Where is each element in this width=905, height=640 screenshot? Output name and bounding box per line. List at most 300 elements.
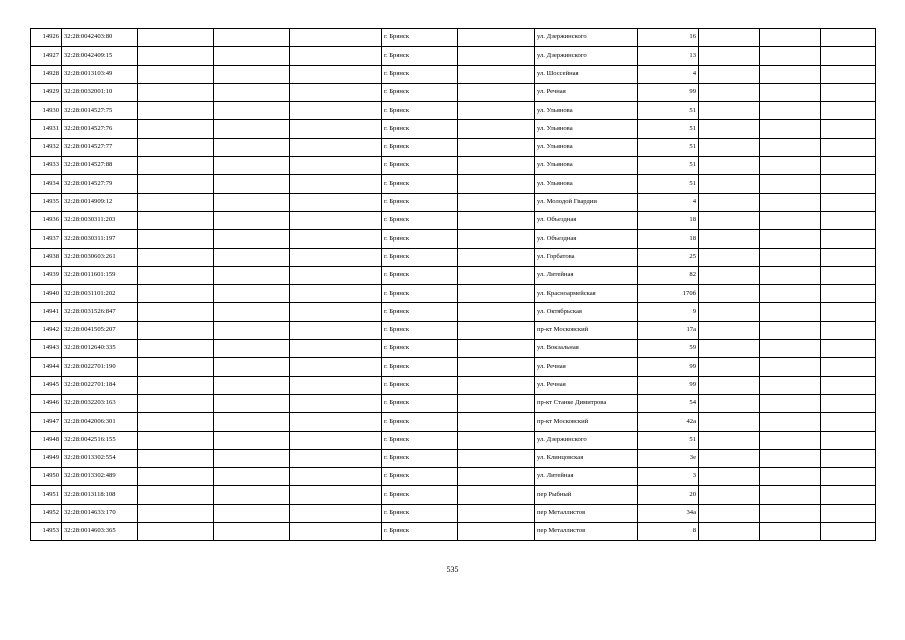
empty-cell xyxy=(699,65,760,83)
registry-table-body xyxy=(31,29,876,541)
empty-cell xyxy=(458,394,535,412)
street-cell: ул. Ульянова xyxy=(535,102,638,120)
empty-cell xyxy=(821,449,876,467)
empty-cell xyxy=(138,321,214,339)
empty-cell xyxy=(699,83,760,101)
empty-cell xyxy=(214,504,290,522)
row-number-cell: 14953 xyxy=(31,523,62,541)
street-cell: ул. Объездная xyxy=(535,230,638,248)
city-cell: г. Брянск xyxy=(382,102,458,120)
street-cell: пер Рыбный xyxy=(535,486,638,504)
empty-cell xyxy=(214,175,290,193)
city-cell: г. Брянск xyxy=(382,65,458,83)
cadastral-number-cell: 32:28:0013118:108 xyxy=(62,486,138,504)
house-number-cell: 3 xyxy=(638,468,699,486)
empty-cell xyxy=(290,285,382,303)
cadastral-number-cell: 32:28:0031101:202 xyxy=(62,285,138,303)
row-number-cell: 14927 xyxy=(31,47,62,65)
table-row xyxy=(31,230,876,248)
empty-cell xyxy=(458,358,535,376)
empty-cell xyxy=(138,523,214,541)
street-cell: ул. Красноармейская xyxy=(535,285,638,303)
empty-cell xyxy=(760,175,821,193)
empty-cell xyxy=(214,102,290,120)
empty-cell xyxy=(821,523,876,541)
empty-cell xyxy=(699,285,760,303)
empty-cell xyxy=(699,193,760,211)
street-cell: пер Металлистов xyxy=(535,523,638,541)
table-row xyxy=(31,431,876,449)
house-number-cell: 51 xyxy=(638,120,699,138)
empty-cell xyxy=(290,266,382,284)
empty-cell xyxy=(290,47,382,65)
empty-cell xyxy=(821,431,876,449)
empty-cell xyxy=(699,376,760,394)
empty-cell xyxy=(699,102,760,120)
empty-cell xyxy=(138,394,214,412)
empty-cell xyxy=(699,340,760,358)
row-number-cell: 14950 xyxy=(31,468,62,486)
empty-cell xyxy=(214,29,290,47)
empty-cell xyxy=(760,468,821,486)
empty-cell xyxy=(138,303,214,321)
street-cell: пр-кт Станке Димитрова xyxy=(535,394,638,412)
city-cell: г. Брянск xyxy=(382,413,458,431)
street-cell: ул. Литейная xyxy=(535,266,638,284)
empty-cell xyxy=(760,29,821,47)
empty-cell xyxy=(760,47,821,65)
table-row xyxy=(31,193,876,211)
street-cell: ул. Молодой Гвардии xyxy=(535,193,638,211)
empty-cell xyxy=(290,65,382,83)
empty-cell xyxy=(760,449,821,467)
empty-cell xyxy=(458,504,535,522)
street-cell: ул. Дзержинского xyxy=(535,29,638,47)
empty-cell xyxy=(290,248,382,266)
table-row xyxy=(31,138,876,156)
empty-cell xyxy=(760,431,821,449)
empty-cell xyxy=(214,394,290,412)
table-row xyxy=(31,83,876,101)
empty-cell xyxy=(138,211,214,229)
empty-cell xyxy=(821,193,876,211)
empty-cell xyxy=(821,321,876,339)
cadastral-number-cell: 32:28:0013302:554 xyxy=(62,449,138,467)
house-number-cell: 4 xyxy=(638,65,699,83)
row-number-cell: 14929 xyxy=(31,83,62,101)
empty-cell xyxy=(214,376,290,394)
empty-cell xyxy=(699,47,760,65)
empty-cell xyxy=(458,285,535,303)
empty-cell xyxy=(214,413,290,431)
street-cell: ул. Ульянова xyxy=(535,157,638,175)
row-number-cell: 14947 xyxy=(31,413,62,431)
table-row xyxy=(31,47,876,65)
empty-cell xyxy=(699,266,760,284)
city-cell: г. Брянск xyxy=(382,431,458,449)
street-cell: ул. Дзержинского xyxy=(535,47,638,65)
empty-cell xyxy=(214,523,290,541)
city-cell: г. Брянск xyxy=(382,193,458,211)
empty-cell xyxy=(214,486,290,504)
empty-cell xyxy=(214,47,290,65)
empty-cell xyxy=(458,138,535,156)
empty-cell xyxy=(821,376,876,394)
empty-cell xyxy=(290,449,382,467)
empty-cell xyxy=(760,65,821,83)
empty-cell xyxy=(760,303,821,321)
empty-cell xyxy=(821,230,876,248)
city-cell: г. Брянск xyxy=(382,266,458,284)
row-number-cell: 14933 xyxy=(31,157,62,175)
table-row xyxy=(31,266,876,284)
row-number-cell: 14926 xyxy=(31,29,62,47)
table-row xyxy=(31,321,876,339)
empty-cell xyxy=(138,230,214,248)
empty-cell xyxy=(760,486,821,504)
empty-cell xyxy=(760,102,821,120)
street-cell: пер Металлистов xyxy=(535,504,638,522)
empty-cell xyxy=(699,120,760,138)
table-row xyxy=(31,285,876,303)
street-cell: ул. Ульянова xyxy=(535,175,638,193)
table-row xyxy=(31,523,876,541)
empty-cell xyxy=(138,266,214,284)
empty-cell xyxy=(290,303,382,321)
row-number-cell: 14936 xyxy=(31,211,62,229)
empty-cell xyxy=(138,358,214,376)
empty-cell xyxy=(458,468,535,486)
cadastral-number-cell: 32:28:0030311:203 xyxy=(62,211,138,229)
cadastral-number-cell: 32:28:0014527:88 xyxy=(62,157,138,175)
cadastral-number-cell: 32:28:0030311:197 xyxy=(62,230,138,248)
empty-cell xyxy=(290,431,382,449)
empty-cell xyxy=(138,65,214,83)
empty-cell xyxy=(458,29,535,47)
empty-cell xyxy=(214,248,290,266)
row-number-cell: 14940 xyxy=(31,285,62,303)
house-number-cell: 82 xyxy=(638,266,699,284)
empty-cell xyxy=(458,211,535,229)
table-row xyxy=(31,29,876,47)
street-cell: ул. Дзержинского xyxy=(535,431,638,449)
empty-cell xyxy=(699,449,760,467)
row-number-cell: 14946 xyxy=(31,394,62,412)
empty-cell xyxy=(821,394,876,412)
empty-cell xyxy=(699,358,760,376)
empty-cell xyxy=(458,303,535,321)
empty-cell xyxy=(699,29,760,47)
row-number-cell: 14932 xyxy=(31,138,62,156)
house-number-cell: 18 xyxy=(638,211,699,229)
cadastral-number-cell: 32:28:0014527:76 xyxy=(62,120,138,138)
house-number-cell: 51 xyxy=(638,157,699,175)
empty-cell xyxy=(821,157,876,175)
empty-cell xyxy=(821,468,876,486)
row-number-cell: 14937 xyxy=(31,230,62,248)
cadastral-number-cell: 32:28:0042006:301 xyxy=(62,413,138,431)
city-cell: г. Брянск xyxy=(382,340,458,358)
empty-cell xyxy=(290,523,382,541)
empty-cell xyxy=(458,193,535,211)
street-cell: ул. Ульянова xyxy=(535,138,638,156)
empty-cell xyxy=(214,340,290,358)
house-number-cell: 42а xyxy=(638,413,699,431)
empty-cell xyxy=(821,358,876,376)
empty-cell xyxy=(760,413,821,431)
empty-cell xyxy=(214,449,290,467)
cadastral-number-cell: 32:28:0014603:365 xyxy=(62,523,138,541)
empty-cell xyxy=(214,120,290,138)
row-number-cell: 14928 xyxy=(31,65,62,83)
house-number-cell: 99 xyxy=(638,358,699,376)
empty-cell xyxy=(699,211,760,229)
empty-cell xyxy=(214,358,290,376)
empty-cell xyxy=(290,83,382,101)
empty-cell xyxy=(138,504,214,522)
empty-cell xyxy=(760,285,821,303)
empty-cell xyxy=(290,486,382,504)
empty-cell xyxy=(138,120,214,138)
page-number: 535 xyxy=(446,565,459,574)
street-cell: ул. Горбатова xyxy=(535,248,638,266)
street-cell: ул. Клинцовская xyxy=(535,449,638,467)
empty-cell xyxy=(699,157,760,175)
city-cell: г. Брянск xyxy=(382,486,458,504)
empty-cell xyxy=(138,83,214,101)
street-cell: пр-кт Московский xyxy=(535,413,638,431)
empty-cell xyxy=(458,120,535,138)
empty-cell xyxy=(214,230,290,248)
empty-cell xyxy=(821,102,876,120)
empty-cell xyxy=(760,358,821,376)
street-cell: пр-кт Московский xyxy=(535,321,638,339)
house-number-cell: 51 xyxy=(638,138,699,156)
cadastral-number-cell: 32:28:0031526:847 xyxy=(62,303,138,321)
empty-cell xyxy=(138,468,214,486)
house-number-cell: 13 xyxy=(638,47,699,65)
house-number-cell: 99 xyxy=(638,83,699,101)
city-cell: г. Брянск xyxy=(382,248,458,266)
empty-cell xyxy=(138,413,214,431)
table-row xyxy=(31,449,876,467)
row-number-cell: 14938 xyxy=(31,248,62,266)
cadastral-number-cell: 32:28:0011601:159 xyxy=(62,266,138,284)
empty-cell xyxy=(290,468,382,486)
empty-cell xyxy=(214,211,290,229)
empty-cell xyxy=(290,29,382,47)
empty-cell xyxy=(138,102,214,120)
city-cell: г. Брянск xyxy=(382,321,458,339)
house-number-cell: 9 xyxy=(638,303,699,321)
street-cell: ул. Ульянова xyxy=(535,120,638,138)
house-number-cell: 3е xyxy=(638,449,699,467)
city-cell: г. Брянск xyxy=(382,449,458,467)
empty-cell xyxy=(290,340,382,358)
empty-cell xyxy=(458,266,535,284)
empty-cell xyxy=(458,47,535,65)
empty-cell xyxy=(290,321,382,339)
empty-cell xyxy=(821,285,876,303)
empty-cell xyxy=(138,157,214,175)
empty-cell xyxy=(821,65,876,83)
empty-cell xyxy=(214,266,290,284)
empty-cell xyxy=(138,175,214,193)
house-number-cell: 34а xyxy=(638,504,699,522)
empty-cell xyxy=(821,340,876,358)
table-row xyxy=(31,102,876,120)
house-number-cell: 54 xyxy=(638,394,699,412)
empty-cell xyxy=(760,138,821,156)
empty-cell xyxy=(760,230,821,248)
row-number-cell: 14948 xyxy=(31,431,62,449)
empty-cell xyxy=(290,211,382,229)
street-cell: ул. Литейная xyxy=(535,468,638,486)
cadastral-number-cell: 32:28:0022701:184 xyxy=(62,376,138,394)
empty-cell xyxy=(760,211,821,229)
cadastral-number-cell: 32:28:0030603:261 xyxy=(62,248,138,266)
empty-cell xyxy=(699,504,760,522)
empty-cell xyxy=(458,65,535,83)
street-cell: ул. Речная xyxy=(535,358,638,376)
empty-cell xyxy=(290,376,382,394)
house-number-cell: 25 xyxy=(638,248,699,266)
house-number-cell: 20 xyxy=(638,486,699,504)
table-row xyxy=(31,394,876,412)
empty-cell xyxy=(821,47,876,65)
empty-cell xyxy=(458,523,535,541)
empty-cell xyxy=(290,138,382,156)
house-number-cell: 16 xyxy=(638,29,699,47)
house-number-cell: 170б xyxy=(638,285,699,303)
table-row xyxy=(31,157,876,175)
street-cell: ул. Октябрьская xyxy=(535,303,638,321)
empty-cell xyxy=(821,486,876,504)
empty-cell xyxy=(821,303,876,321)
row-number-cell: 14943 xyxy=(31,340,62,358)
empty-cell xyxy=(699,394,760,412)
empty-cell xyxy=(458,230,535,248)
street-cell: ул. Речная xyxy=(535,83,638,101)
empty-cell xyxy=(290,175,382,193)
city-cell: г. Брянск xyxy=(382,83,458,101)
empty-cell xyxy=(214,431,290,449)
street-cell: ул. Объездная xyxy=(535,211,638,229)
city-cell: г. Брянск xyxy=(382,376,458,394)
table-row xyxy=(31,248,876,266)
empty-cell xyxy=(138,340,214,358)
table-row xyxy=(31,340,876,358)
empty-cell xyxy=(699,431,760,449)
empty-cell xyxy=(290,120,382,138)
table-row xyxy=(31,504,876,522)
empty-cell xyxy=(699,303,760,321)
empty-cell xyxy=(699,230,760,248)
table-row xyxy=(31,120,876,138)
cadastral-number-cell: 32:28:0014633:170 xyxy=(62,504,138,522)
empty-cell xyxy=(821,29,876,47)
cadastral-number-cell: 32:28:0014527:79 xyxy=(62,175,138,193)
city-cell: г. Брянск xyxy=(382,157,458,175)
table-row xyxy=(31,303,876,321)
empty-cell xyxy=(290,157,382,175)
empty-cell xyxy=(138,285,214,303)
row-number-cell: 14930 xyxy=(31,102,62,120)
empty-cell xyxy=(458,340,535,358)
empty-cell xyxy=(458,486,535,504)
empty-cell xyxy=(458,248,535,266)
empty-cell xyxy=(290,358,382,376)
empty-cell xyxy=(699,413,760,431)
house-number-cell: 17а xyxy=(638,321,699,339)
house-number-cell: 8 xyxy=(638,523,699,541)
row-number-cell: 14944 xyxy=(31,358,62,376)
empty-cell xyxy=(458,102,535,120)
empty-cell xyxy=(138,376,214,394)
empty-cell xyxy=(821,138,876,156)
city-cell: г. Брянск xyxy=(382,29,458,47)
cadastral-number-cell: 32:28:0032203:163 xyxy=(62,394,138,412)
empty-cell xyxy=(821,413,876,431)
cadastral-number-cell: 32:28:0013103:49 xyxy=(62,65,138,83)
empty-cell xyxy=(821,83,876,101)
empty-cell xyxy=(760,394,821,412)
house-number-cell: 59 xyxy=(638,340,699,358)
empty-cell xyxy=(458,413,535,431)
row-number-cell: 14942 xyxy=(31,321,62,339)
city-cell: г. Брянск xyxy=(382,175,458,193)
empty-cell xyxy=(138,449,214,467)
city-cell: г. Брянск xyxy=(382,230,458,248)
city-cell: г. Брянск xyxy=(382,285,458,303)
empty-cell xyxy=(760,120,821,138)
city-cell: г. Брянск xyxy=(382,47,458,65)
empty-cell xyxy=(290,394,382,412)
cadastral-number-cell: 32:28:0042403:80 xyxy=(62,29,138,47)
city-cell: г. Брянск xyxy=(382,358,458,376)
empty-cell xyxy=(290,230,382,248)
empty-cell xyxy=(760,523,821,541)
empty-cell xyxy=(214,193,290,211)
empty-cell xyxy=(821,248,876,266)
empty-cell xyxy=(214,303,290,321)
empty-cell xyxy=(458,449,535,467)
empty-cell xyxy=(138,193,214,211)
empty-cell xyxy=(458,431,535,449)
empty-cell xyxy=(214,468,290,486)
row-number-cell: 14945 xyxy=(31,376,62,394)
empty-cell xyxy=(214,285,290,303)
table-row xyxy=(31,175,876,193)
row-number-cell: 14934 xyxy=(31,175,62,193)
table-row xyxy=(31,358,876,376)
empty-cell xyxy=(699,248,760,266)
empty-cell xyxy=(699,468,760,486)
empty-cell xyxy=(458,175,535,193)
table-row xyxy=(31,468,876,486)
table-row xyxy=(31,486,876,504)
empty-cell xyxy=(760,376,821,394)
table-row xyxy=(31,65,876,83)
cadastral-number-cell: 32:28:0014909:12 xyxy=(62,193,138,211)
city-cell: г. Брянск xyxy=(382,523,458,541)
house-number-cell: 18 xyxy=(638,230,699,248)
empty-cell xyxy=(699,523,760,541)
empty-cell xyxy=(214,157,290,175)
empty-cell xyxy=(458,157,535,175)
row-number-cell: 14939 xyxy=(31,266,62,284)
city-cell: г. Брянск xyxy=(382,504,458,522)
